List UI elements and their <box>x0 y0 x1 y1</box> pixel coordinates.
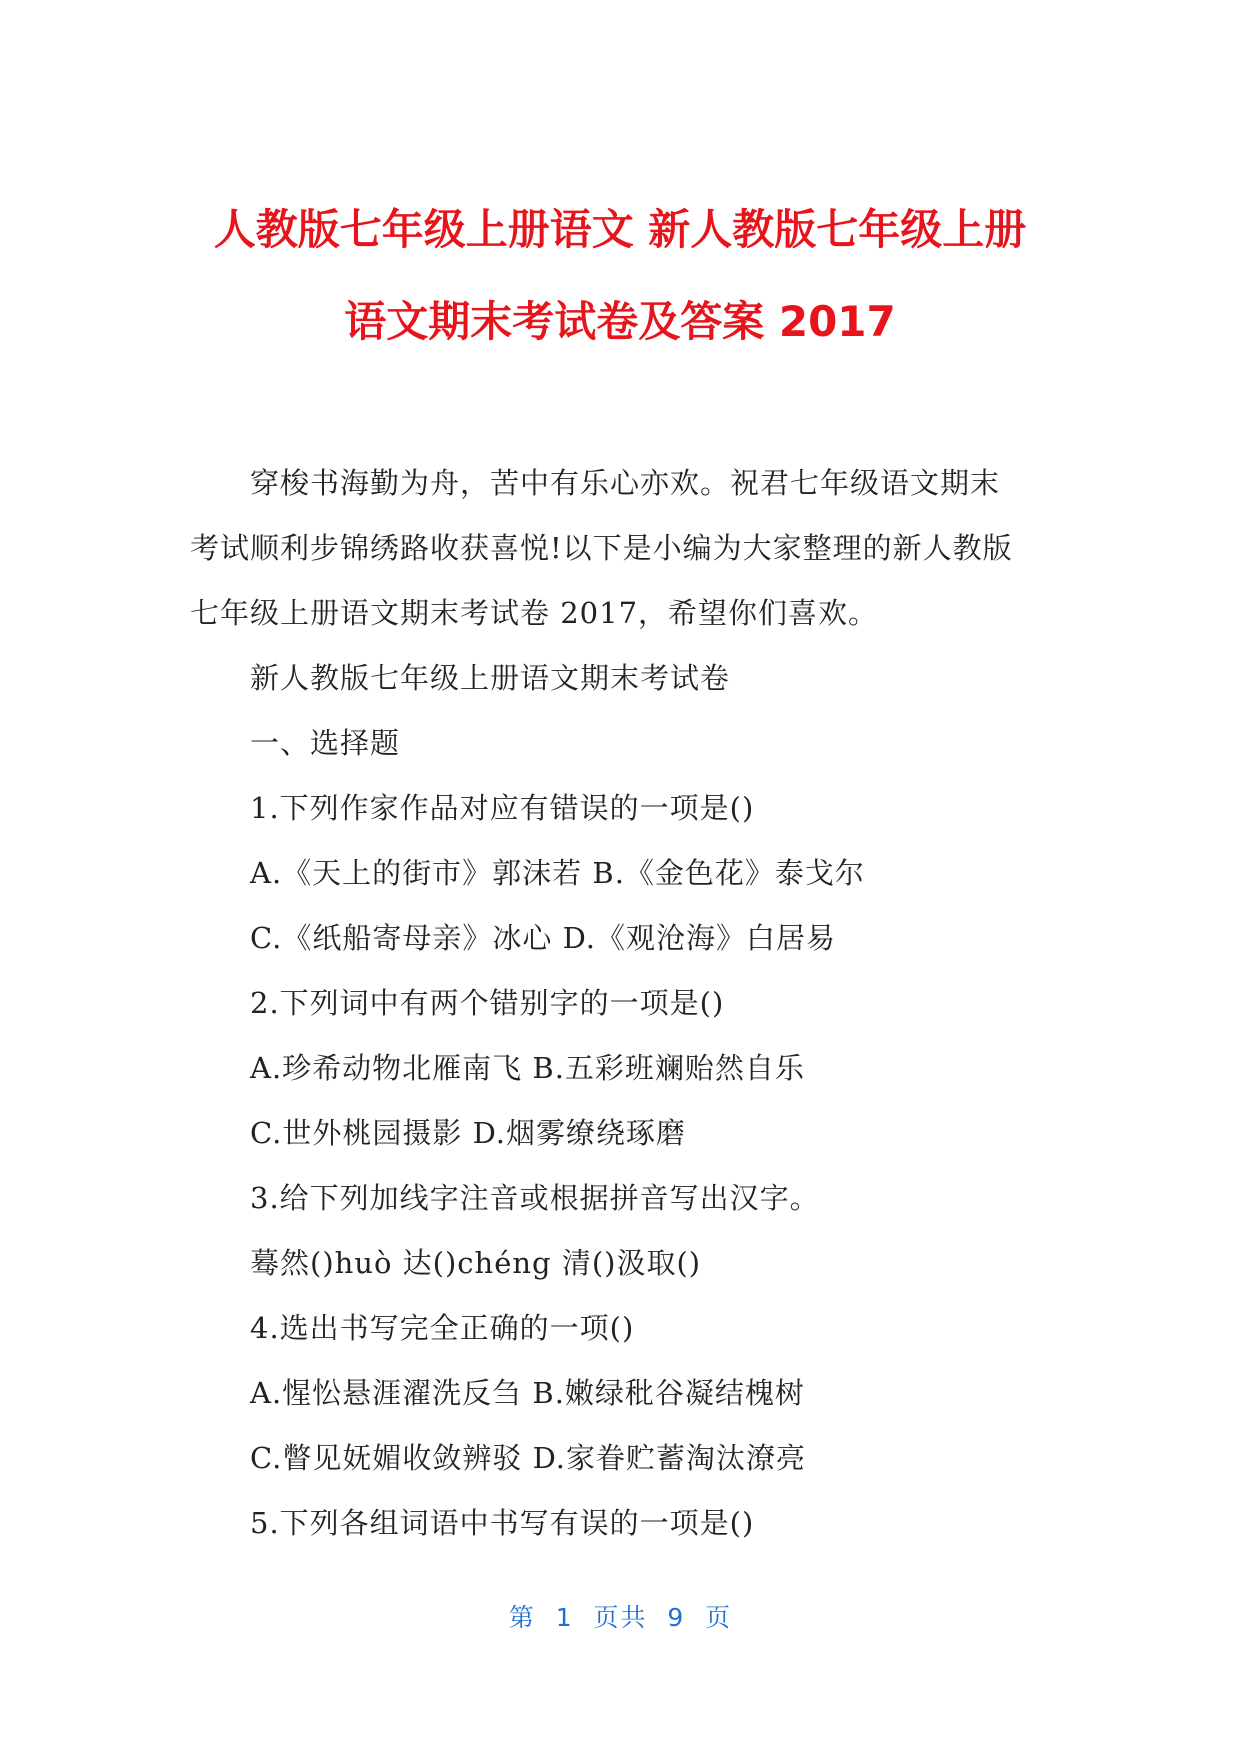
question-1-options-ab: A.《天上的街市》郭沫若 B.《金色花》泰戈尔 <box>250 856 865 890</box>
document-title-line-1: 人教版七年级上册语文 新人教版七年级上册 <box>213 205 1027 254</box>
exam-heading: 新人教版七年级上册语文期末考试卷 <box>250 661 731 695</box>
question-2: 2.下列词中有两个错别字的一项是() <box>250 986 725 1020</box>
document-title-line-2: 语文期末考试卷及答案 2017 <box>344 297 896 346</box>
intro-paragraph-line-2: 考试顺利步锦绣路收获喜悦!以下是小编为大家整理的新人教版 <box>190 531 1013 565</box>
question-5: 5.下列各组词语中书写有误的一项是() <box>250 1506 755 1540</box>
question-1: 1.下列作家作品对应有错误的一项是() <box>250 791 755 825</box>
question-3-items: 蓦然()huò 达()chéng 清()汲取() <box>250 1246 702 1280</box>
question-4-options-cd: C.瞥见妩媚收敛辨驳 D.家眷贮蓄淘汰潦亮 <box>250 1441 807 1475</box>
question-2-options-ab: A.珍希动物北雁南飞 B.五彩班斓贻然自乐 <box>250 1051 805 1085</box>
intro-paragraph-line-1: 穿梭书海勤为舟，苦中有乐心亦欢。祝君七年级语文期末 <box>250 466 1001 500</box>
question-1-options-cd: C.《纸船寄母亲》冰心 D.《观沧海》白居易 <box>250 921 837 955</box>
question-2-options-cd: C.世外桃园摄影 D.烟雾缭绕琢磨 <box>250 1116 687 1150</box>
question-4-options-ab: A.惺忪悬涯濯洗反刍 B.嫩绿秕谷凝结槐树 <box>250 1376 805 1410</box>
section-heading-choice: 一、选择题 <box>250 726 401 760</box>
question-3: 3.给下列加线字注音或根据拼音写出汉字。 <box>250 1181 820 1215</box>
document-body <box>190 451 1050 1556</box>
question-4: 4.选出书写完全正确的一项() <box>250 1311 635 1345</box>
page-number-footer: 第 1 页共 9 页 <box>508 1603 733 1632</box>
intro-paragraph-line-3: 七年级上册语文期末考试卷 2017，希望你们喜欢。 <box>190 596 879 630</box>
